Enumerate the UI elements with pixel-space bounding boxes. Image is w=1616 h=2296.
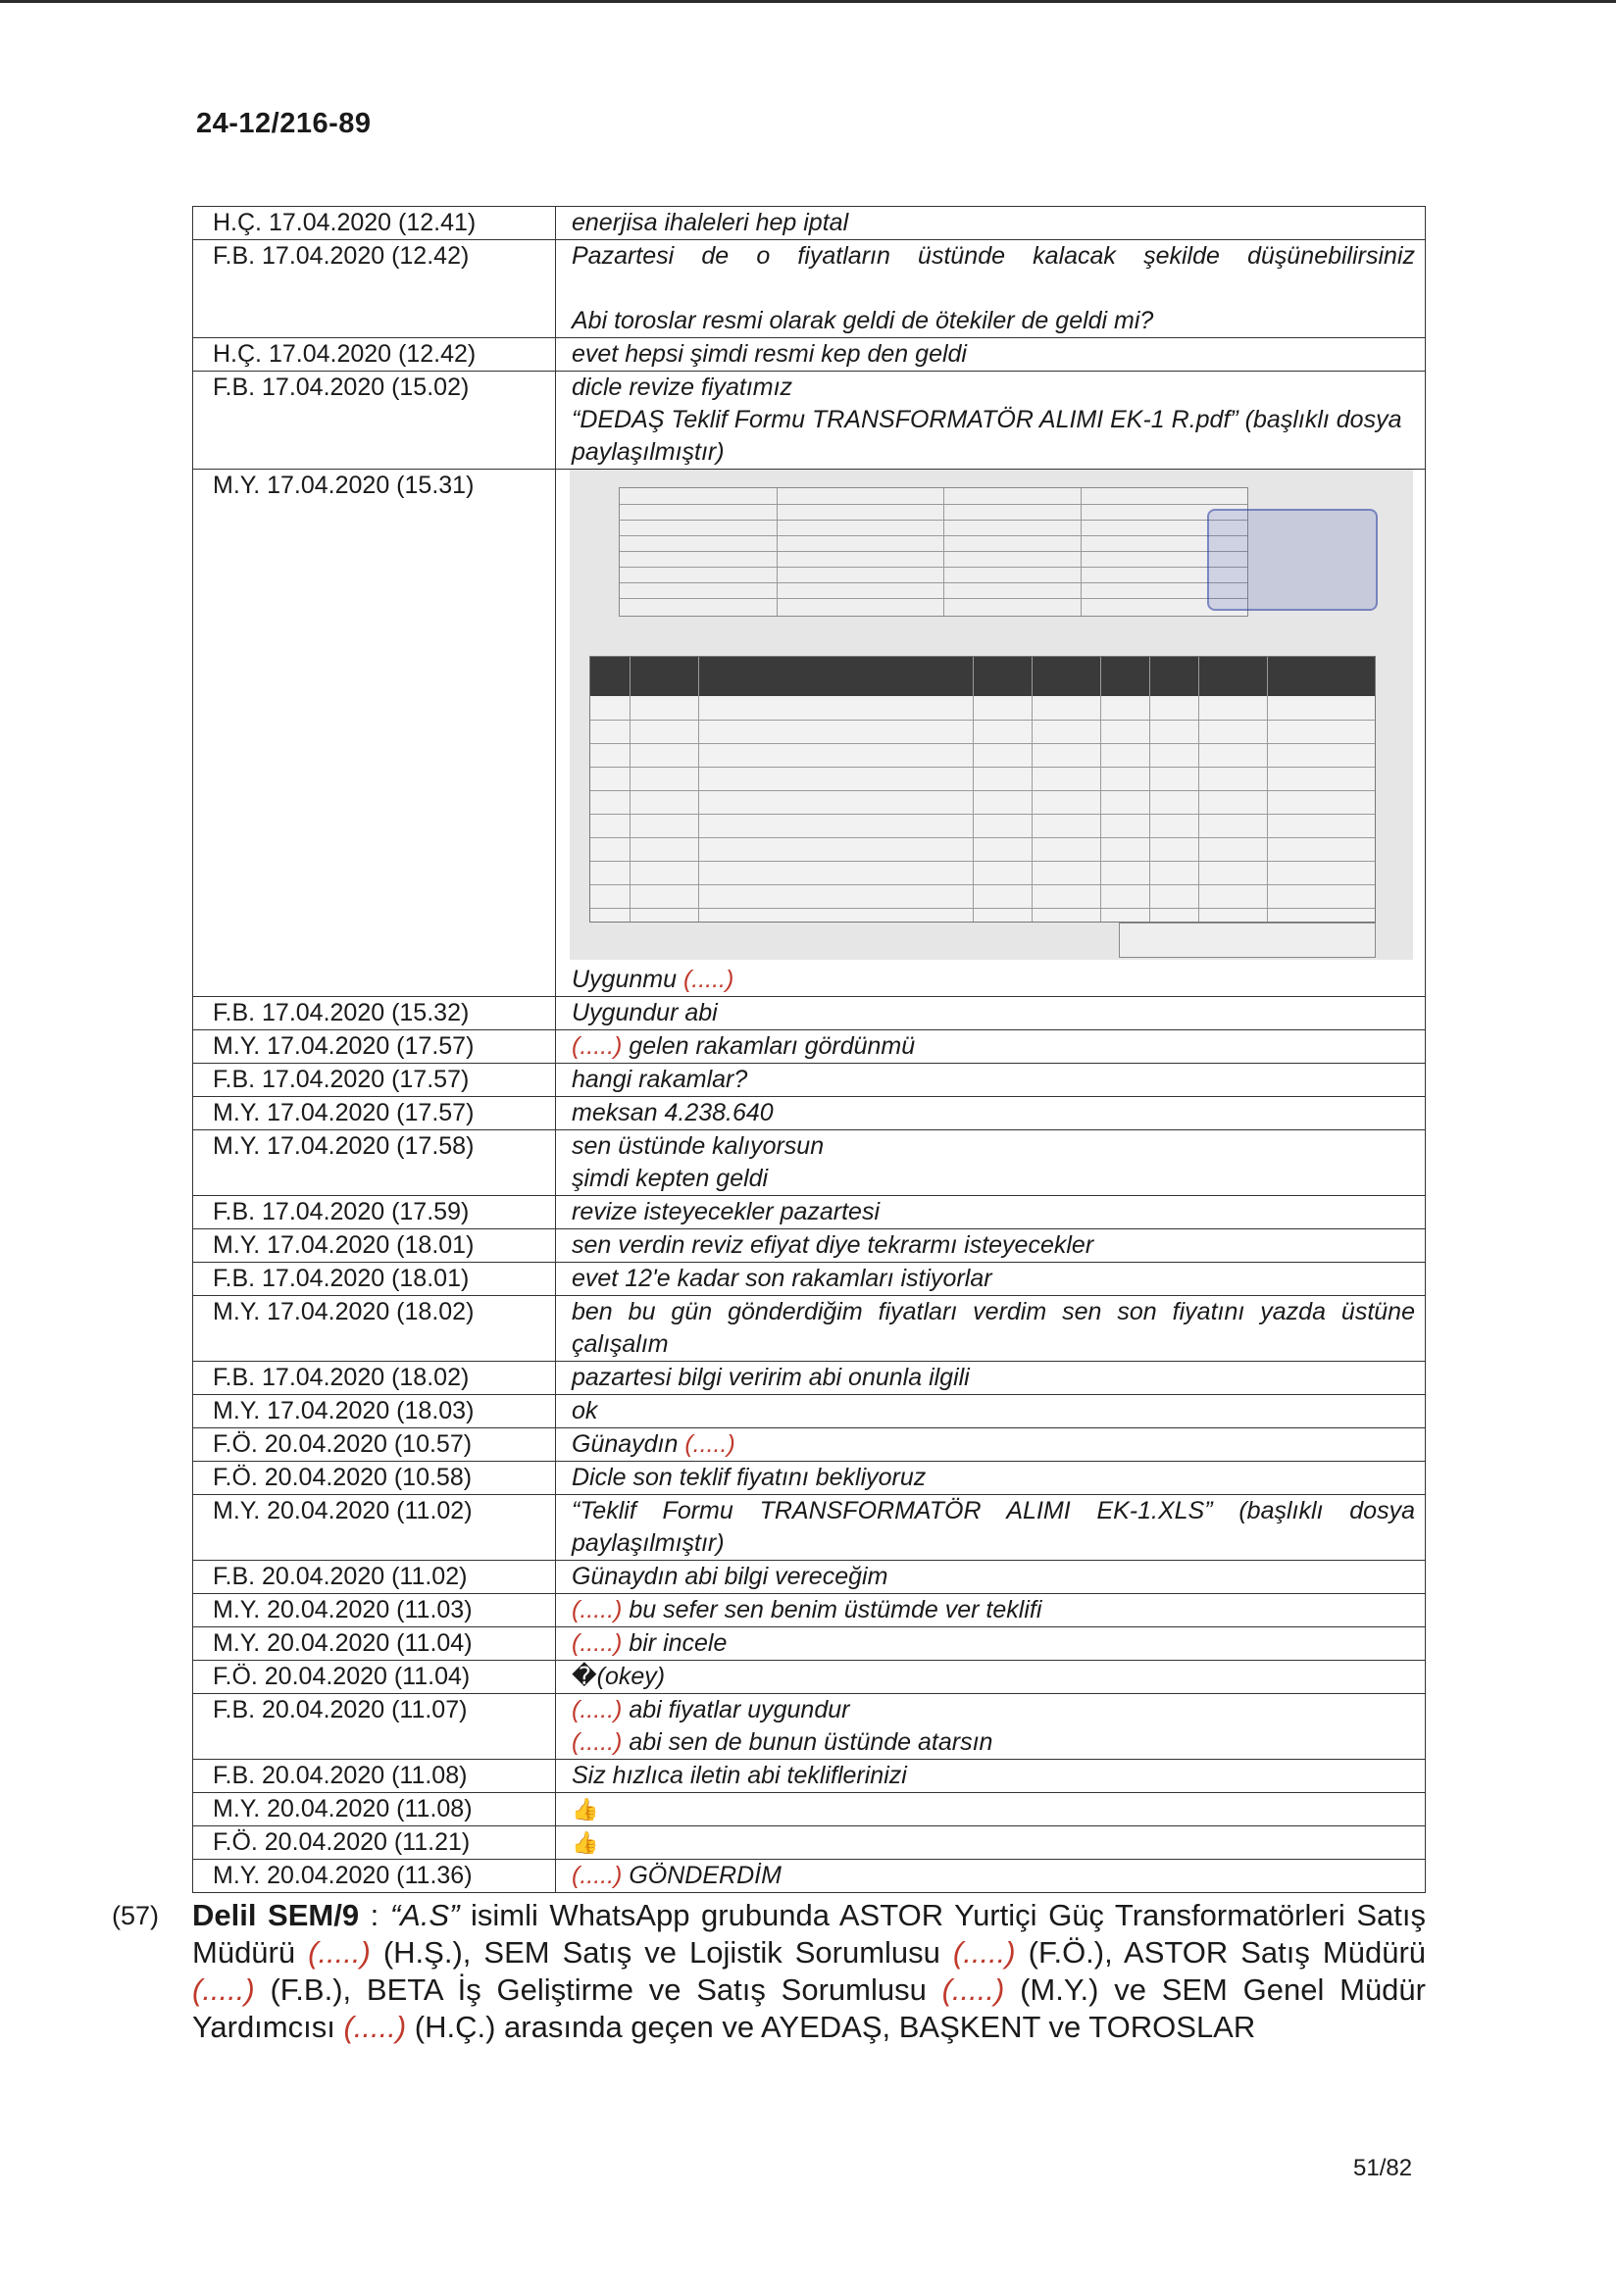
table-row [193,1428,1426,1462]
message-text [556,1661,1426,1694]
speaker-timestamp: F.B. 17.04.2020 (18.02) [193,1362,556,1395]
form-header-line [620,582,1247,583]
message-content: çalışalım [572,1330,669,1358]
form-table-row-line [590,861,1375,862]
speaker-timestamp: F.Ö. 20.04.2020 (10.58) [193,1462,556,1495]
speaker-timestamp: F.B. 17.04.2020 (15.02) [193,372,556,470]
form-table-row-line [590,837,1375,838]
message-content: revize isteyecekler pazartesi [572,1198,881,1225]
table-row [193,1561,1426,1594]
table-row [193,1694,1426,1760]
table-row [193,1362,1426,1395]
redacted-name: (.....) [572,1862,623,1889]
message-text [556,1064,1426,1097]
message-content: bu sefer sen benim üstümde ver teklifi [622,1596,1042,1623]
message-text [556,1860,1426,1893]
table-row [193,372,1426,470]
form-table-row-line [590,884,1375,885]
message-content: evet hepsi şimdi resmi kep den geldi [572,340,967,368]
form-header-divider [943,488,944,616]
form-header-line [620,535,1247,536]
form-header-divider [777,488,778,616]
message-content: Abi toroslar resmi olarak geldi de ötekiler de geldi mi? [572,307,1154,334]
redacted-name: (.....) [952,1935,1016,1970]
speaker-timestamp: M.Y. 17.04.2020 (18.01) [193,1229,556,1263]
message-line [572,372,1415,404]
message-text [556,1229,1426,1263]
form-table-row-line [590,908,1375,909]
message-content: Dicle son teklif fiyatını bekliyoruz [572,1464,927,1491]
message-line [572,1594,1415,1626]
message-line [572,1328,1415,1361]
table-row [193,1097,1426,1130]
message-content: ok [572,1397,598,1424]
table-row [193,1263,1426,1296]
speaker-timestamp: F.B. 17.04.2020 (18.01) [193,1263,556,1296]
message-content: dicle revize fiyatımız [572,374,793,401]
evidence-label: Delil SEM/9 [192,1898,360,1932]
message-line [572,1462,1415,1494]
message-line [572,997,1415,1029]
message-content: Pazartesi de o fiyatların üstünde kalacak şekilde düşünebilirsiniz [572,242,1415,270]
redacted-name: (.....) [572,1629,623,1657]
message-text [556,1561,1426,1594]
page-number: 51/82 [1353,2155,1413,2181]
speaker-timestamp: M.Y. 17.04.2020 (17.58) [193,1130,556,1196]
speaker-timestamp: M.Y. 17.04.2020 (18.02) [193,1296,556,1362]
message-line [572,1362,1415,1394]
message-content: ben bu gün gönderdiğim fiyatları verdim sen son fiyatını yazda üstüne [572,1298,1415,1325]
message-text [556,1694,1426,1760]
paragraph-number: (57) [112,1901,160,1930]
thumbs-up-icon: 👍 [572,1830,599,1855]
form-header-line [620,598,1247,599]
table-row [193,1495,1426,1561]
message-text [556,372,1426,470]
paragraph-text: (H.Ç.) arasında geçen ve AYEDAŞ, BAŞKENT ve TOROSLAR [406,2010,1256,2044]
table-row [193,1130,1426,1196]
message-text [556,1495,1426,1561]
attached-offer-form-image [570,470,1413,960]
form-total-box [1119,923,1376,958]
redacted-name: (.....) [684,1430,735,1458]
form-table-col-line [973,657,974,922]
evidence-paragraph [112,1897,1426,2046]
message-text [556,1462,1426,1495]
message-line [572,240,1415,273]
message-text [556,1594,1426,1627]
table-row [193,1661,1426,1694]
message-line [572,1726,1415,1759]
message-line [572,1064,1415,1096]
message-content: gelen rakamları gördünmü [622,1032,916,1060]
document-number: 24-12/216-89 [196,108,372,139]
message-line [572,1661,1415,1693]
message-content: “DEDAŞ Teklif Formu TRANSFORMATÖR ALIMI EK-1 R.pdf” (başlıklı dosya paylaşılmıştır) [572,406,1402,466]
speaker-timestamp: F.B. 17.04.2020 (15.32) [193,997,556,1030]
speaker-timestamp: M.Y. 17.04.2020 (17.57) [193,1097,556,1130]
form-table-row-line [590,743,1375,744]
message-line [572,338,1415,371]
table-row [193,1793,1426,1826]
form-header-line [620,551,1247,552]
message-content: Günaydın abi bilgi vereceğim [572,1563,888,1590]
message-content: Uygunmu [572,966,683,993]
table-row [193,240,1426,338]
form-table-row-line [590,720,1375,721]
speaker-timestamp: M.Y. 20.04.2020 (11.08) [193,1793,556,1826]
message-text [556,1097,1426,1130]
redacted-name: (.....) [192,1972,255,2007]
message-line [572,1030,1415,1063]
message-line [572,1627,1415,1660]
message-text [556,1793,1426,1826]
message-content: pazartesi bilgi veririm abi onunla ilgili [572,1364,970,1391]
message-content: Günaydın [572,1430,685,1458]
form-table-col-line [1198,657,1199,922]
message-line [572,1760,1415,1792]
message-text [556,1627,1426,1661]
table-row [193,1627,1426,1661]
message-content: GÖNDERDİM [622,1862,782,1889]
message-line [572,1561,1415,1593]
message-line [572,1860,1415,1892]
message-text [556,207,1426,240]
message-text [556,1395,1426,1428]
table-row [193,1196,1426,1229]
message-line [572,1097,1415,1129]
paragraph-text: (F.Ö.), ASTOR Satış Müdürü [1015,1935,1427,1970]
redacted-name: (.....) [343,2010,407,2044]
message-text [556,1196,1426,1229]
speaker-timestamp: M.Y. 20.04.2020 (11.03) [193,1594,556,1627]
table-row [193,470,1426,997]
form-header-block [619,487,1248,617]
redacted-name: (.....) [682,966,734,993]
paragraph-text: (H.Ş.), SEM Satış ve Lojistik Sorumlusu [370,1935,953,1970]
message-line [572,305,1415,337]
paragraph-text: (F.B.), BETA İş Geliştirme ve Satış Sorumlusu [254,1972,942,2007]
message-text [556,338,1426,372]
message-line [572,1395,1415,1427]
table-row [193,338,1426,372]
paragraph-body [192,1897,1426,2046]
message-content: “Teklif Formu TRANSFORMATÖR ALIMI EK-1.XLS” (başlıklı dosya [572,1497,1415,1524]
message-content: Uygundur abi [572,999,718,1026]
message-content: sen üstünde kalıyorsun [572,1132,825,1160]
message-content: meksan 4.238.640 [572,1099,774,1126]
top-rule [0,0,1616,3]
message-text [556,1362,1426,1395]
redacted-name: (.....) [572,1032,623,1060]
message-text [556,1428,1426,1462]
message-text [556,997,1426,1030]
message-content: Siz hızlıca iletin abi tekliflerinizi [572,1762,907,1789]
message-line [572,1527,1415,1560]
unknown-glyph: � [572,1663,597,1690]
form-table-col-line [1267,657,1268,922]
speaker-timestamp: F.B. 17.04.2020 (12.42) [193,240,556,338]
form-table-col-line [1100,657,1101,922]
table-row [193,1860,1426,1893]
redacted-name: (.....) [572,1696,623,1723]
message-text [556,1263,1426,1296]
paragraph-text: (M.Y.) ve SEM Genel Müdür Yardımcısı [192,1972,1426,2044]
message-gap [572,273,1415,305]
message-line [572,1229,1415,1262]
message-line [572,1263,1415,1295]
table-row [193,1064,1426,1097]
speaker-timestamp: F.Ö. 20.04.2020 (11.04) [193,1661,556,1694]
chat-transcript-body [193,207,1426,1893]
table-row [193,1030,1426,1064]
speaker-timestamp: M.Y. 20.04.2020 (11.04) [193,1627,556,1661]
paragraph-text: “A.S” [389,1898,460,1932]
table-row [193,1760,1426,1793]
message-text [556,240,1426,338]
message-content: abi sen de bunun üstünde atarsın [622,1728,993,1756]
message-text [556,470,1426,997]
form-table-col-line [1032,657,1033,922]
thumbs-up-icon: 👍 [572,1797,599,1822]
chat-transcript-table [192,206,1426,1893]
form-table-header [590,657,1375,696]
message-line [572,1428,1415,1461]
redacted-name: (.....) [572,1596,623,1623]
form-table-row-line [590,767,1375,768]
message-content: enerjisa ihaleleri hep iptal [572,209,849,236]
form-table-row-line [590,790,1375,791]
message-line [572,1826,1415,1859]
form-price-table [589,656,1376,923]
form-header-line [620,567,1247,568]
table-row [193,1826,1426,1860]
speaker-timestamp: F.B. 17.04.2020 (17.59) [193,1196,556,1229]
speaker-timestamp: F.B. 20.04.2020 (11.07) [193,1694,556,1760]
table-row [193,207,1426,240]
message-line [572,1694,1415,1726]
form-header-divider [1081,488,1082,616]
speaker-timestamp: H.Ç. 17.04.2020 (12.42) [193,338,556,372]
form-table-row-line [590,814,1375,815]
form-header-line [620,520,1247,521]
message-line [572,207,1415,239]
speaker-timestamp: M.Y. 17.04.2020 (17.57) [193,1030,556,1064]
speaker-timestamp: F.B. 17.04.2020 (17.57) [193,1064,556,1097]
message-line [572,1130,1415,1163]
message-content: paylaşılmıştır) [572,1529,725,1557]
speaker-timestamp: M.Y. 17.04.2020 (18.03) [193,1395,556,1428]
table-row [193,997,1426,1030]
paragraph-text: : [370,1898,390,1932]
speaker-timestamp: M.Y. 20.04.2020 (11.36) [193,1860,556,1893]
table-row [193,1229,1426,1263]
table-row [193,1395,1426,1428]
table-row [193,1594,1426,1627]
message-line [572,1196,1415,1228]
form-table-col-line [630,657,631,922]
company-stamp [1207,509,1378,611]
redacted-name: (.....) [572,1728,623,1756]
form-table-col-line [1149,657,1150,922]
message-content: abi fiyatlar uygundur [622,1696,850,1723]
message-text [556,1296,1426,1362]
message-content: bir incele [622,1629,728,1657]
message-text [556,1030,1426,1064]
message-text [556,1130,1426,1196]
form-header-line [620,504,1247,505]
table-row [193,1296,1426,1362]
message-line [572,1495,1415,1527]
message-content: sen verdin reviz efiyat diye tekrarmı isteyecekler [572,1231,1094,1259]
table-row [193,1462,1426,1495]
speaker-timestamp: M.Y. 17.04.2020 (15.31) [193,470,556,997]
speaker-timestamp: F.Ö. 20.04.2020 (10.57) [193,1428,556,1462]
redacted-name: (.....) [941,1972,1005,2007]
speaker-timestamp: F.B. 20.04.2020 (11.08) [193,1760,556,1793]
message-content: hangi rakamlar? [572,1066,748,1093]
speaker-timestamp: F.Ö. 20.04.2020 (11.21) [193,1826,556,1860]
message-text [556,1826,1426,1860]
message-line [572,1793,1415,1825]
message-line [572,964,1415,996]
message-line [572,404,1415,469]
message-text [556,1760,1426,1793]
message-line [572,1296,1415,1328]
speaker-timestamp: M.Y. 20.04.2020 (11.02) [193,1495,556,1561]
form-table-col-line [698,657,699,922]
speaker-timestamp: F.B. 20.04.2020 (11.02) [193,1561,556,1594]
paragraph-text: isimli WhatsApp grubunda ASTOR Yurtiçi Güç Transformatörleri Satış Müdürü [192,1898,1426,1970]
message-content: şimdi kepten geldi [572,1165,769,1192]
speaker-timestamp: H.Ç. 17.04.2020 (12.41) [193,207,556,240]
message-content: evet 12'e kadar son rakamları istiyorlar [572,1265,992,1292]
message-content: (okey) [596,1663,666,1690]
redacted-name: (.....) [308,1935,371,1970]
message-line [572,1163,1415,1195]
